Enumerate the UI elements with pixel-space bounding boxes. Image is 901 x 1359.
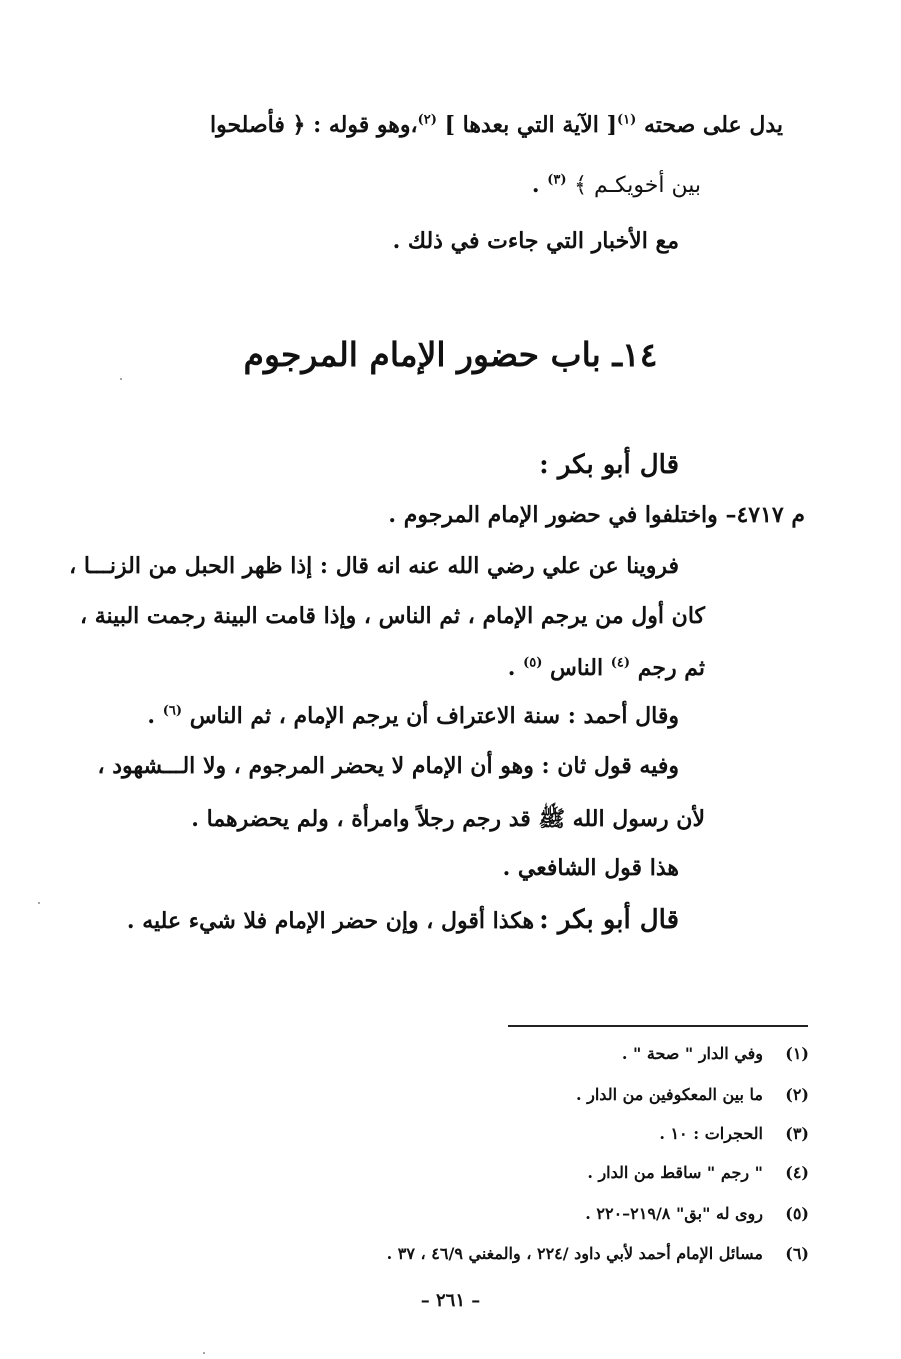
footnote-item <box>576 1085 809 1104</box>
paragraph-2 <box>147 703 679 729</box>
intro-text: يدل على صحته <box>643 112 783 138</box>
body-text: . <box>147 703 156 729</box>
footnote-item <box>585 1204 809 1223</box>
scan-speck <box>203 1352 205 1354</box>
intro-text: . <box>531 172 540 198</box>
body-text: ثم رجم <box>637 655 705 681</box>
page-number: – ٢٦١ – <box>420 1290 481 1311</box>
footnote-separator <box>508 1025 808 1027</box>
footnote-text: ما بين المعكوفين من الدار . <box>575 1085 763 1104</box>
footnote-ref[interactable]: (٥) <box>523 655 543 671</box>
footnote-item <box>587 1163 809 1182</box>
paragraph-1-line-1: فروينا عن علي رضي الله عنه انه قال : إذا ظهر الحبل من الزنـــا ، <box>69 553 679 579</box>
intro-text: [ الآية التي بعدها ] <box>444 112 617 138</box>
footnote-item <box>387 1244 809 1263</box>
quran-text: بين أخويكـم ﴾ <box>574 173 701 198</box>
paragraph-3-line-2: لأن رسول الله ﷺ قد رجم رجلاً وامرأة ، ولم يحضرهما . <box>191 806 705 832</box>
body-text: هكذا أقول ، وإن حضر الإمام فلا شيء عليه . <box>126 908 535 934</box>
intro-line-1 <box>210 112 783 138</box>
footnote-text: " رجم " ساقط من الدار . <box>587 1163 763 1182</box>
chapter-title: ١٤ـ باب حضور الإمام المرجوم <box>243 335 658 374</box>
entry-line: م ٤٧١٧– واختلفوا في حضور الإمام المرجوم . <box>388 502 805 528</box>
paragraph-3-line-1: وفيه قول ثان : وهو أن الإمام لا يحضر المرجوم ، ولا الـــشهود ، <box>97 753 679 779</box>
footnote-ref[interactable]: (٦) <box>162 703 183 719</box>
speaker-label: قال أبو بكر : <box>539 450 679 480</box>
footnote-number: (٢) <box>785 1085 809 1104</box>
footnote-number: (٣) <box>785 1124 809 1143</box>
footnote-number: (٤) <box>785 1163 809 1182</box>
footnote-item <box>659 1124 809 1143</box>
footnote-number: (١) <box>785 1044 809 1063</box>
footnote-number: (٥) <box>785 1204 809 1223</box>
footnote-ref[interactable]: (٢) <box>417 112 437 128</box>
footnote-number: (٦) <box>785 1244 809 1263</box>
scan-speck <box>38 902 40 904</box>
paragraph-4: هذا قول الشافعي . <box>502 855 679 881</box>
footnote-text: مسائل الإمام أحمد لأبي داود /٢٢٤ ، والمغني ٤٦/٩ ، ٣٧ . <box>386 1244 763 1263</box>
speaker-label: قال أبو بكر : <box>539 905 679 935</box>
body-text: وقال أحمد : سنة الاعتراف أن يرجم الإمام ، ثم الناس <box>189 703 679 729</box>
footnote-text: روى له "بق" ٢١٩/٨–٢٢٠ . <box>585 1204 763 1223</box>
footnote-text: وفي الدار " صحة " . <box>621 1044 763 1063</box>
footnote-ref[interactable]: (٤) <box>610 655 631 671</box>
footnote-ref[interactable]: (١) <box>616 112 637 128</box>
intro-line-2 <box>532 172 701 198</box>
footnote-text: الحجرات : ١٠ . <box>659 1124 763 1143</box>
paragraph-1-line-2: كان أول من يرجم الإمام ، ثم الناس ، وإذا قامت البينة رجمت البينة ، <box>79 603 705 629</box>
scan-speck <box>120 378 122 380</box>
paragraph-1-line-3 <box>508 655 705 681</box>
closing-statement <box>127 905 679 935</box>
body-text: الناس <box>550 655 604 681</box>
intro-text: ،وهو قوله : ﴿ فأصلحوا <box>210 112 418 138</box>
intro-line-3: مع الأخبار التي جاءت في ذلك . <box>392 228 679 254</box>
footnote-item <box>622 1044 809 1063</box>
footnote-ref[interactable]: (٣) <box>547 172 567 188</box>
body-text: . <box>507 655 516 681</box>
